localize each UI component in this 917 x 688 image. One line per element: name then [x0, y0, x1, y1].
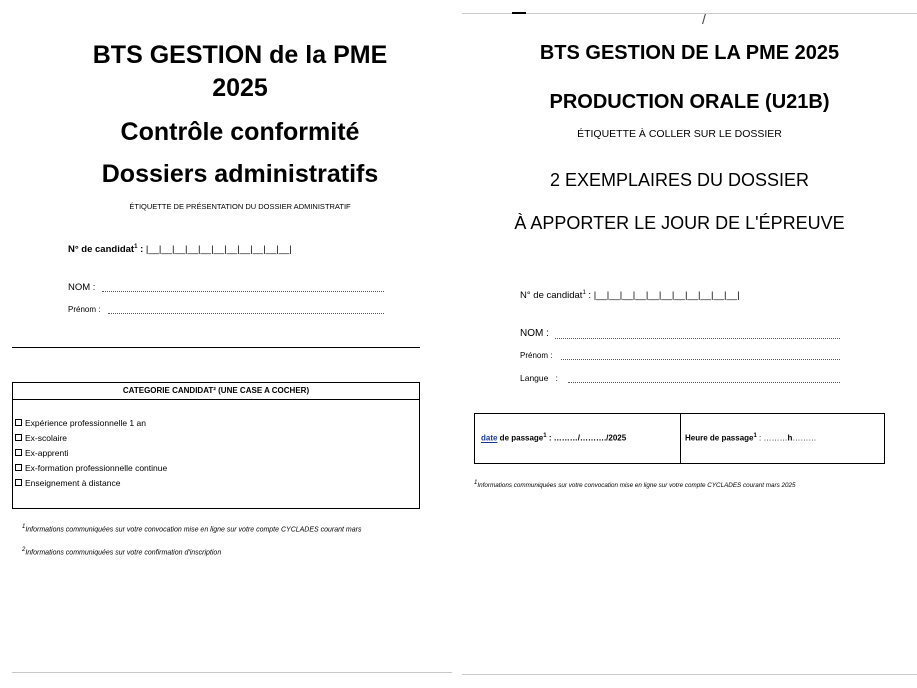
categorie-item-label: Enseignement à distance [25, 478, 121, 488]
right-candidat-sup: 1 [582, 290, 586, 296]
left-footnote1-sup: 1 [22, 524, 26, 530]
right-candidat-suffix: : [585, 290, 592, 302]
left-footnote2-text: Informations communiquées sur votre confirmation d'inscription [25, 549, 222, 557]
checkbox-icon[interactable] [15, 434, 22, 441]
date-value[interactable]: : ………/………./2025 [546, 433, 627, 443]
right-document-page [462, 0, 917, 688]
checkbox-icon[interactable] [15, 464, 22, 471]
right-langue-field[interactable] [568, 382, 840, 383]
checkbox-icon[interactable] [15, 479, 22, 486]
right-page-bottom-rule [462, 674, 917, 675]
right-title: BTS GESTION DE LA PME 2025 [539, 42, 840, 64]
right-caption: ÉTIQUETTE À COLLER SUR LE DOSSIER [577, 128, 782, 140]
checkbox-icon[interactable] [15, 449, 22, 456]
right-prenom-field[interactable] [561, 359, 840, 360]
heure-value-post[interactable]: ……… [792, 433, 817, 443]
right-footnote-text: Informations communiquées sur votre convocation mise en ligne sur votre compte CYCLADES courant mars 2025 [477, 482, 796, 490]
left-footnote2-sup: 2 [22, 547, 26, 553]
right-candidat-boxes: |__|__|__|__|__|__|__|__|__|__|__| [593, 290, 740, 302]
left-candidat-boxes: |__|__|__|__|__|__|__|__|__|__|__| [145, 244, 292, 256]
right-candidat-label: N° de candidat [520, 290, 583, 302]
heure-sup: 1 [753, 433, 757, 439]
categorie-item[interactable] [15, 478, 120, 488]
heure-value-pre[interactable]: : ……… [756, 433, 788, 443]
left-document-page [0, 0, 455, 688]
left-footnote2 [22, 547, 402, 556]
categorie-item-label: Ex-scolaire [25, 433, 68, 443]
right-line1: 2 EXEMPLAIRES DU DOSSIER [549, 170, 810, 190]
categorie-item[interactable] [15, 418, 146, 428]
categorie-header-divider [13, 399, 419, 400]
passage-box-divider [680, 414, 681, 463]
left-page-bottom-rule [12, 672, 452, 673]
categorie-item[interactable] [15, 463, 167, 473]
left-title-line2: 2025 [212, 74, 268, 102]
left-footnote1-text: Informations communiquées sur votre convocation mise en ligne sur votre compte CYCLADES courant mars [25, 526, 362, 534]
date-label-rest: de passage [497, 433, 544, 443]
categorie-item-label: Ex-apprenti [25, 448, 69, 458]
heure-label: Heure de passage [685, 433, 754, 443]
checkbox-icon[interactable] [15, 419, 22, 426]
left-nom-field[interactable] [102, 291, 384, 292]
date-word: date [481, 433, 498, 443]
left-candidat-sup: 1 [134, 244, 138, 250]
right-page-top-rule [462, 13, 917, 14]
right-slash-mark: / [702, 11, 706, 27]
right-nom-field[interactable] [555, 338, 840, 339]
left-title-line1: BTS GESTION de la PME [92, 41, 388, 69]
passage-box [474, 413, 885, 464]
left-prenom-label: Prénom : [68, 305, 101, 314]
left-nom-label: NOM : [68, 282, 96, 293]
left-subtitle1: Contrôle conformité [120, 118, 360, 146]
categorie-item-label: Ex-formation professionnelle continue [25, 463, 168, 473]
left-caption: ÉTIQUETTE DE PRÉSENTATION DU DOSSIER ADMINISTRATIF [129, 202, 351, 211]
right-langue-label: Langue : [520, 373, 558, 383]
categorie-box [12, 382, 420, 509]
categorie-item-label: Expérience professionnelle 1 an [25, 418, 146, 428]
left-separator [12, 347, 420, 348]
heure-h: h [787, 433, 793, 443]
right-line2: À APPORTER LE JOUR DE L'ÉPREUVE [514, 213, 845, 233]
left-candidat-label: N° de candidat [68, 244, 135, 256]
left-footnote1 [22, 523, 402, 534]
right-nom-label: NOM : [520, 328, 549, 339]
left-subtitle2: Dossiers administratifs [101, 160, 379, 188]
right-prenom-label: Prénom : [520, 351, 553, 360]
categorie-item[interactable] [15, 448, 68, 458]
right-top-mark [512, 12, 526, 14]
date-sup: 1 [543, 433, 547, 439]
heure-passage [685, 433, 816, 443]
date-passage [481, 433, 626, 443]
right-subtitle: PRODUCTION ORALE (U21B) [549, 91, 830, 113]
categorie-item[interactable] [15, 433, 67, 443]
right-footnote [474, 480, 914, 489]
left-candidat-suffix: : [137, 244, 144, 256]
left-prenom-field[interactable] [108, 313, 384, 314]
categorie-header: CATEGORIE CANDIDAT² (UNE CASE A COCHER) [122, 386, 310, 395]
left-candidat-number [68, 244, 292, 255]
right-candidat-number [520, 290, 740, 301]
right-footnote-sup: 1 [474, 480, 478, 486]
